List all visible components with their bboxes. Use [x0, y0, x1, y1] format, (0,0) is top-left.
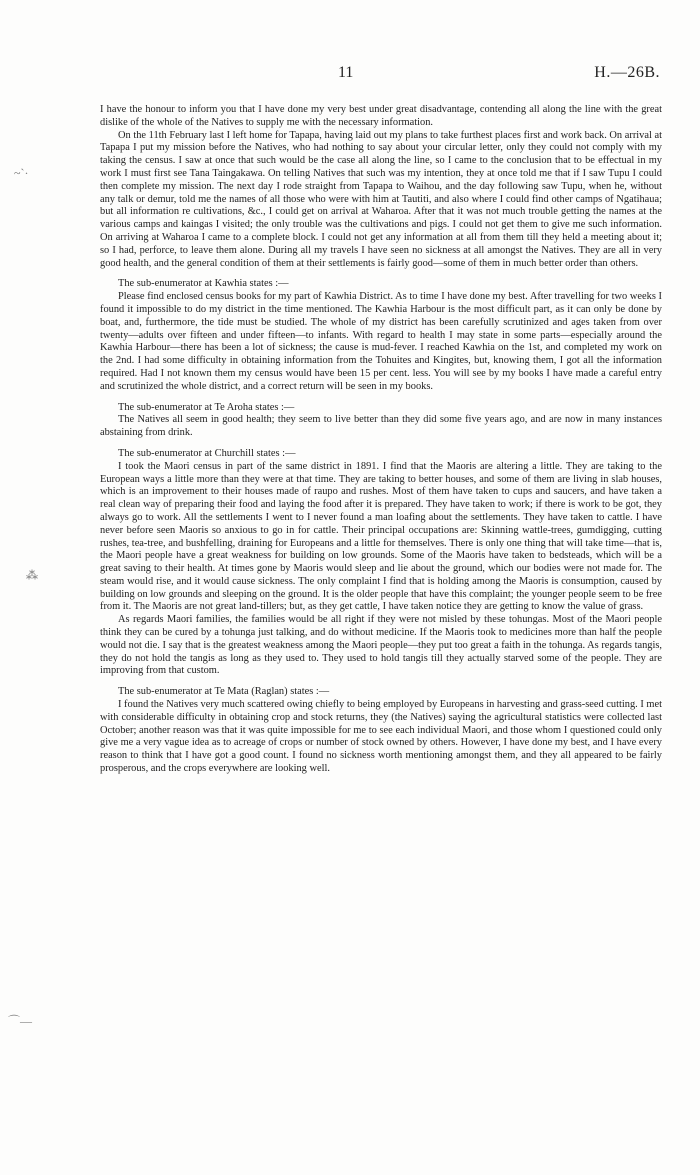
- body-text: [100, 104, 662, 776]
- paragraph: Please find enclosed census books for my part of Kawhia District. As to time I have done my best. After travelling for two weeks I found it impossible to do my district in the time mentioned. The Kawhia Harbour is the most difficult part, as it can only be done by boat, and, furthermore, the tide must be studied. The whole of my district has been carefully scrutinized and ages taken from over twenty—adults over fifteen and under fifteen—to infants. With regard to health I may state in some parts—especially around the Kawhia Harbour—there has been a lot of sickness; the cause is mud-fever. I reached Kawhia on the 1st, and completed my work on the 2nd. I had some difficulty in obtaining information from the Tohuites and Kingites, but, knowing them, I got all the information required. Had I not known them my census would have been 15 per cent. less. You will see by my books I have made a careful entry and scrutinized the whole district, and a correct return will be seen in my books.: [100, 291, 662, 392]
- section-heading: The sub-enumerator at Te Aroha states :—: [118, 401, 295, 413]
- section-heading: The sub-enumerator at Kawhia states :—: [118, 278, 289, 290]
- paragraph: I took the Maori census in part of the same district in 1891. I find that the Maoris are altering a little. They are taking to the European ways a little more than they were at that time. They are taking to better houses, and some of them are living in slab houses, which is an improvement to their houses made of raupo and rushes. Most of them have taken to cups and saucers, and have taken a real clean way of preparing their food and laying the food after it is prepared. They have taken to work; if there is work to be got, they always go to work. All the settlements I went to I never found a man loafing about the settlements. They have taken to cattle. I have never before seen Maoris so anxious to go in for cattle. Their principal occupations are: Skinning wattle-trees, gumdigging, cutting rushes, tea-tree, and bushfelling, draining for Europeans and a little for themselves. There is only one thing that will take time—that is, the Maori people have a great weakness for building on low grounds. Some of the Maoris have taken to bedsteads, which will be a great saving to their health. At times gone by Maoris would sleep and lie about the ground, which our bodies were not made for. The steam would rise, and it would cause sickness. The only complaint I find that is holding among the Maoris is consumption, caused by building on low grounds and sleeping on the ground. It is the older people that have this complaint; the younger people seem to be free from it. The Maoris are not great land-tillers; but, as they get cattle, I have taken notice they are getting to know the value of grass.: [100, 460, 662, 613]
- paragraph: The Natives all seem in good health; they seem to live better than they did some five years ago, and are now in many instances abstaining from drink.: [100, 414, 662, 439]
- margin-mark: ⌒—: [8, 1014, 33, 1028]
- section-heading: The sub-enumerator at Churchill states :—: [118, 447, 296, 459]
- paragraph: On the 11th February last I left home for Tapapa, having laid out my plans to take furthest places first and work back. On arrival at Tapapa I put my mission before the Natives, who had nothing to say about your circular letter, only they could not comply with my taking the census. I saw at once that such would be the case all along the line, so I came to the conclusion that to be effectual in my work I must first see Tana Taingakawa. On telling Natives that such was my intention, they at once told me that if I saw Tupu I could then complete my mission. The next day I rode straight from Tapapa to Waihou, and the day following saw Tupu, when he, without any talk or demur, told me the names of all those who were with him at Tautiti, and also where I could find other camps of Ngatihaua; but all information re cultivations, &c., I could get on arrival at Waharoa. After that it was not much trouble getting the names at the various camps and kaingas I visited; the only trouble was the cultivations and pigs. I could not get them to give me such information. On arriving at Waharoa I came to a complete block. I could not get any information at all from them till they held a meeting about it; so I had, perforce, to leave them alone. During all my travels I have seen no sickness at all amongst the Natives. They are all in very good health, and the general condition of them at their settlements is fairly good—some of them in much better order than others.: [100, 129, 662, 269]
- page-number: 11: [338, 64, 354, 81]
- paragraph: I have the honour to inform you that I have done my very best under great disadvantage, contending all along the line with the great dislike of the whole of the Natives to supply me with the necessary information.: [100, 104, 662, 128]
- paragraph: As regards Maori families, the families would be all right if they were not misled by these tohungas. Most of the Maori people think they can be cured by a tohunga just talking, and do without medicine. If the Maoris took to medicines more than half the people would not die. I say that is the greatest weakness among the Maori people—they put too great a faith in the tohunga. As regards tangis, they do not hold the tangis as long as they used to. They used to hold tangis till they actually starved some of the people. They are improving from that custom.: [100, 614, 662, 677]
- margin-mark: ~`·: [14, 166, 29, 180]
- section-heading: The sub-enumerator at Te Mata (Raglan) states :—: [118, 686, 330, 698]
- page-header: [100, 64, 660, 88]
- paragraph: I found the Natives very much scattered owing chiefly to being employed by Europeans in harvesting and grass-seed cutting. I met with considerable difficulty in obtaining crop and stock returns, they (the Natives) saying the agricultural statistics were collected last October; another reason was that it was quite impossible for me to see each individual Maori, and those whom I questioned could only give me a very vague idea as to acreage of crops or number of stock owned by others. However, I have done my best, and I have every reason to think that I have got a good count. I found no sickness worth mentioning amongst them, and they all appeared to be fairly prosperous, and the crops everywhere are looking well.: [100, 699, 662, 775]
- margin-mark: ⁂: [26, 568, 38, 582]
- document-reference: H.—26B.: [594, 64, 660, 81]
